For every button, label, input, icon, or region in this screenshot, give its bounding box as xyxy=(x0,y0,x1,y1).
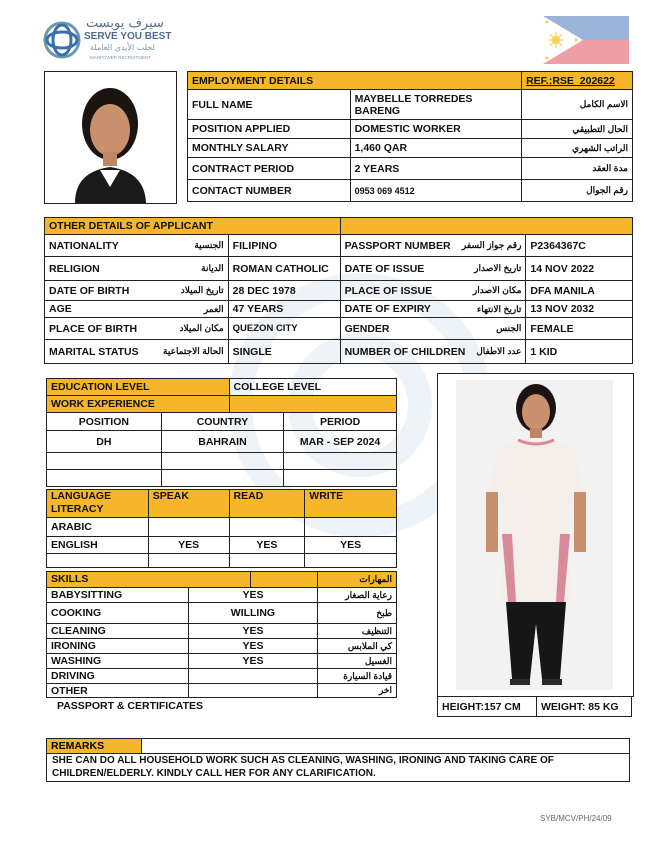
contract-value: 2 YEARS xyxy=(350,158,522,180)
document-code: SYB/MCV/PH/24/09 xyxy=(540,814,612,823)
brand-english: SERVE YOU BEST xyxy=(84,31,172,42)
contract-label: CONTRACT PERIOD xyxy=(188,158,351,180)
skill-arabic: الغسيل xyxy=(318,654,397,669)
nationality-value: FILIPINO xyxy=(228,235,340,257)
skills-title: SKILLS xyxy=(47,572,251,587)
skills-table xyxy=(46,571,397,698)
passport-certificates-label: PASSPORT & CERTIFICATES xyxy=(57,700,204,712)
height-weight-table xyxy=(437,696,632,717)
knot-logo-icon xyxy=(42,18,82,62)
philippines-flag-icon xyxy=(543,16,629,64)
religion-value: ROMAN CATHOLIC xyxy=(228,257,340,281)
language-table xyxy=(46,489,397,568)
other-details-row xyxy=(45,301,633,318)
birthplace-label: PLACE OF BIRTH xyxy=(49,322,138,335)
salary-arabic: الراتب الشهري xyxy=(522,139,633,158)
place-issue-label: PLACE OF ISSUE xyxy=(344,284,433,297)
dob-label: DATE OF BIRTH xyxy=(49,284,130,297)
other-details-title: OTHER DETAILS OF APPLICANT xyxy=(45,218,341,235)
education-work-table xyxy=(46,378,397,487)
birthplace-arabic: مكان الميلاد xyxy=(179,323,224,333)
salary-label: MONTHLY SALARY xyxy=(188,139,351,158)
gender-label: GENDER xyxy=(344,322,390,335)
dob-value: 28 DEC 1978 xyxy=(228,281,340,301)
skill-name: BABYSITTING xyxy=(47,588,189,603)
work-row-empty xyxy=(47,453,397,470)
other-details-title-filler xyxy=(340,218,632,235)
age-value: 47 YEARS xyxy=(228,301,340,318)
language-header-write: WRITE xyxy=(305,490,397,518)
skill-arabic: التنظيف xyxy=(318,624,397,639)
skills-title-arabic: المهارات xyxy=(318,572,397,588)
work-country: BAHRAIN xyxy=(161,431,283,453)
language-name: ENGLISH xyxy=(47,537,149,554)
applicant-full-body-photo xyxy=(437,373,634,697)
work-header-period: PERIOD xyxy=(284,413,397,431)
issue-date-arabic: تاريخ الاصدار xyxy=(474,263,522,273)
remarks-box xyxy=(46,738,630,782)
contact-label: CONTACT NUMBER xyxy=(188,180,351,202)
employment-title: EMPLOYMENT DETAILS xyxy=(188,72,522,90)
skill-arabic: رعاية الصغار xyxy=(318,588,397,603)
skill-name: IRONING xyxy=(47,639,189,654)
work-header-country: COUNTRY xyxy=(161,413,283,431)
children-arabic: عدد الاطفال xyxy=(476,346,522,356)
employment-row xyxy=(188,90,633,120)
person-full-body-icon xyxy=(438,374,633,696)
skill-name: CLEANING xyxy=(47,624,189,639)
skill-arabic: كي الملابس xyxy=(318,639,397,654)
nationality-arabic: الجنسية xyxy=(194,240,224,250)
marital-label: MARITAL STATUS xyxy=(49,345,139,358)
remarks-title: REMARKS xyxy=(47,739,142,754)
position-value: DOMESTIC WORKER xyxy=(350,120,522,139)
employment-row xyxy=(188,180,633,202)
passport-value: P2364367C xyxy=(526,235,633,257)
skill-row xyxy=(47,654,397,669)
brand-arabic-sub: لجلب الأيدي العاملة xyxy=(90,43,155,52)
children-value: 1 KID xyxy=(526,340,633,364)
work-header-position: POSITION xyxy=(47,413,162,431)
issue-date-value: 14 NOV 2022 xyxy=(526,257,633,281)
other-details-row xyxy=(45,257,633,281)
skill-value: WILLING xyxy=(188,603,318,624)
language-row xyxy=(47,518,397,537)
work-period: MAR - SEP 2024 xyxy=(284,431,397,453)
skill-arabic: اخر xyxy=(318,684,397,698)
skill-value: YES xyxy=(188,588,318,603)
skill-name: WASHING xyxy=(47,654,189,669)
expiry-label: DATE OF EXPIRY xyxy=(344,303,431,315)
skill-name: COOKING xyxy=(47,603,189,624)
place-issue-arabic: مكان الاصدار xyxy=(472,285,522,295)
skill-row xyxy=(47,669,397,684)
language-read: YES xyxy=(229,537,305,554)
work-experience-filler xyxy=(229,396,397,413)
dob-arabic: تاريخ الميلاد xyxy=(180,285,224,295)
religion-label: RELIGION xyxy=(49,262,100,275)
skill-row xyxy=(47,639,397,654)
employment-row xyxy=(188,120,633,139)
remarks-text: SHE CAN DO ALL HOUSEHOLD WORK SUCH AS CLEANING, WASHING, IRONING AND TAKING CARE OF CHILDREN/ELDERLY. KINDLY CALL HER FOR ANY CLARIFICATION. xyxy=(52,755,554,779)
religion-arabic: الديانة xyxy=(201,263,224,273)
skill-value xyxy=(188,684,318,698)
work-position: DH xyxy=(47,431,162,453)
position-label: POSITION APPLIED xyxy=(188,120,351,139)
language-row xyxy=(47,537,397,554)
contract-arabic: مدة العقد xyxy=(522,158,633,180)
skill-value: YES xyxy=(188,654,318,669)
height-value: HEIGHT:157 CM xyxy=(438,697,537,717)
expiry-value: 13 NOV 2032 xyxy=(526,301,633,318)
skill-name: DRIVING xyxy=(47,669,189,684)
employment-row xyxy=(188,158,633,180)
company-logo xyxy=(42,16,172,66)
contact-arabic: رقم الجوال xyxy=(522,180,633,202)
weight-value: WEIGHT: 85 KG xyxy=(537,697,632,717)
other-details-row xyxy=(45,340,633,364)
skill-value: YES xyxy=(188,639,318,654)
marital-value: SINGLE xyxy=(228,340,340,364)
other-details-row xyxy=(45,318,633,340)
position-arabic: الحال التطبيقي xyxy=(522,120,633,139)
skill-row xyxy=(47,603,397,624)
expiry-arabic: تاريخ الانتهاء xyxy=(477,303,522,314)
full-name-arabic: الاسم الكامل xyxy=(522,90,633,120)
employment-details-table xyxy=(187,71,633,202)
brand-arabic: سيرف يوبست xyxy=(86,16,164,31)
applicant-headshot xyxy=(44,71,177,204)
person-portrait-icon xyxy=(45,72,176,203)
children-label: NUMBER OF CHILDREN xyxy=(344,345,466,358)
work-row-empty xyxy=(47,470,397,487)
passport-arabic: رقم جواز السفر xyxy=(461,240,522,250)
language-read xyxy=(229,518,305,537)
salary-value: 1,460 QAR xyxy=(350,139,522,158)
skill-row xyxy=(47,684,397,698)
full-name-label: FULL NAME xyxy=(188,90,351,120)
other-details-row xyxy=(45,235,633,257)
brand-tagline: MANPOWER RECRUITMENT xyxy=(90,55,151,60)
age-arabic: العمر xyxy=(203,303,224,314)
passport-label: PASSPORT NUMBER xyxy=(344,239,451,252)
other-details-table xyxy=(44,217,633,364)
employment-row xyxy=(188,139,633,158)
issue-date-label: DATE OF ISSUE xyxy=(344,262,425,275)
work-row xyxy=(47,431,397,453)
ref-number: REF.:RSE_202622 xyxy=(522,72,633,90)
age-label: AGE xyxy=(49,303,72,315)
place-issue-value: DFA MANILA xyxy=(526,281,633,301)
work-experience-title: WORK EXPERIENCE xyxy=(47,396,230,413)
language-speak: YES xyxy=(148,537,229,554)
language-speak xyxy=(148,518,229,537)
gender-arabic: الجنس xyxy=(496,323,522,333)
language-write: YES xyxy=(305,537,397,554)
gender-value: FEMALE xyxy=(526,318,633,340)
marital-arabic: الحالة الاجتماعية xyxy=(163,346,224,356)
skill-row xyxy=(47,588,397,603)
language-header-speak: SPEAK xyxy=(148,490,229,518)
other-details-row xyxy=(45,281,633,301)
contact-value: 0953 069 4512 xyxy=(350,180,522,202)
full-name-value: MAYBELLE TORREDES BARENG xyxy=(350,90,522,120)
skill-value xyxy=(188,669,318,684)
skill-name: OTHER xyxy=(47,684,189,698)
language-name: ARABIC xyxy=(47,518,149,537)
language-header-read: READ xyxy=(229,490,305,518)
education-label: EDUCATION LEVEL xyxy=(47,379,230,396)
skill-row xyxy=(47,624,397,639)
skill-arabic: طبخ xyxy=(318,603,397,624)
skill-arabic: قيادة السيارة xyxy=(318,669,397,684)
education-value: COLLEGE LEVEL xyxy=(229,379,397,396)
nationality-label: NATIONALITY xyxy=(49,239,119,252)
language-title: LANGUAGE LITERACY xyxy=(47,490,149,518)
language-write xyxy=(305,518,397,537)
language-row-empty xyxy=(47,554,397,568)
birthplace-value: QUEZON CITY xyxy=(228,318,340,340)
skill-value: YES xyxy=(188,624,318,639)
